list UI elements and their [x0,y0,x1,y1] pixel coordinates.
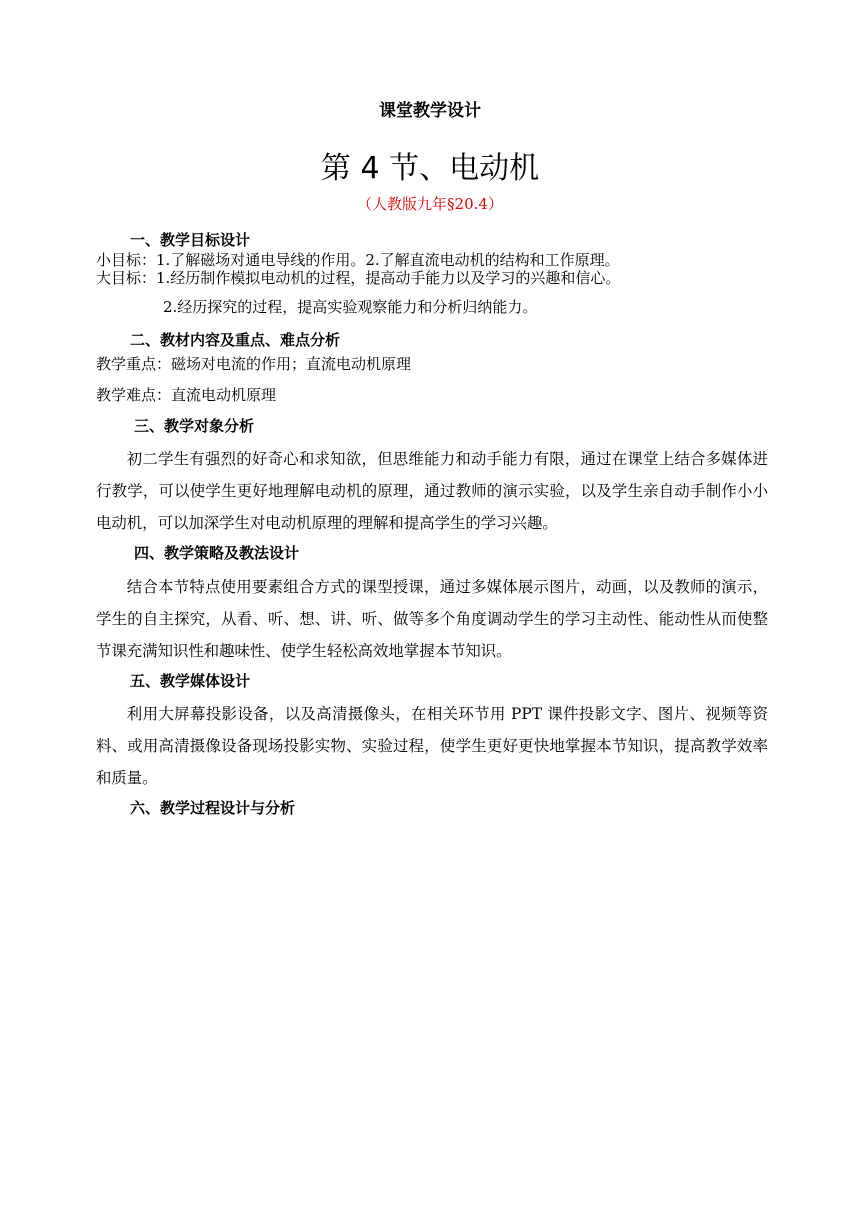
strategy-paragraph: 结合本节特点使用要素组合方式的课型授课，通过多媒体展示图片，动画，以及教师的演示，学生的自主探究，从看、听、想、讲、听、做等多个角度调动学生的学习主动性、能动性从而使整节课充满知识性和趣味性、使学生轻松高效地掌握本节知识。 [96,578,768,660]
section-heading-process: 六、教学过程设计与分析 [130,799,296,817]
media-paragraph: 利用大屏幕投影设备，以及高清摄像头，在相关环节用 PPT 课件投影文字、图片、视频等资料、或用高清摄像设备现场投影实物、实验过程，使学生更好更快地掌握本节知识，提高教学效率和质量。 [96,705,768,787]
difficulty-text: 教学难点：直流电动机原理 [96,386,277,404]
section-heading-strategy: 四、教学策略及教法设计 [134,544,300,562]
small-goal-text: 小目标：1.了解磁场对通电导线的作用。2.了解直流电动机的结构和工作原理。 [96,251,620,269]
section-heading-media: 五、教学媒体设计 [130,672,251,690]
document-subtitle: （人教版九年§20.4） [357,195,503,213]
student-analysis-paragraph: 初二学生有强烈的好奇心和求知欲，但思维能力和动手能力有限，通过在课堂上结合多媒体进行教学，可以使学生更好地理解电动机的原理，通过教师的演示实验，以及学生亲自动手制作小小电动机，可以加深学生对电动机原理的理解和提高学生的学习兴趣。 [96,450,768,532]
big-goal-text-1: 大目标：1.经历制作模拟电动机的过程，提高动手能力以及学习的兴趣和信心。 [96,269,621,287]
document-pre-title: 课堂教学设计 [379,101,481,121]
section-heading-content-analysis: 二、教材内容及重点、难点分析 [130,331,341,349]
document-title: 第 4 节、电动机 [320,151,540,186]
key-point-text: 教学重点：磁场对电流的作用；直流电动机原理 [96,355,412,373]
section-heading-objectives: 一、教学目标设计 [130,231,251,249]
section-heading-student-analysis: 三、教学对象分析 [134,417,255,435]
big-goal-text-2: 2.经历探究的过程，提高实验观察能力和分析归纳能力。 [163,298,538,316]
